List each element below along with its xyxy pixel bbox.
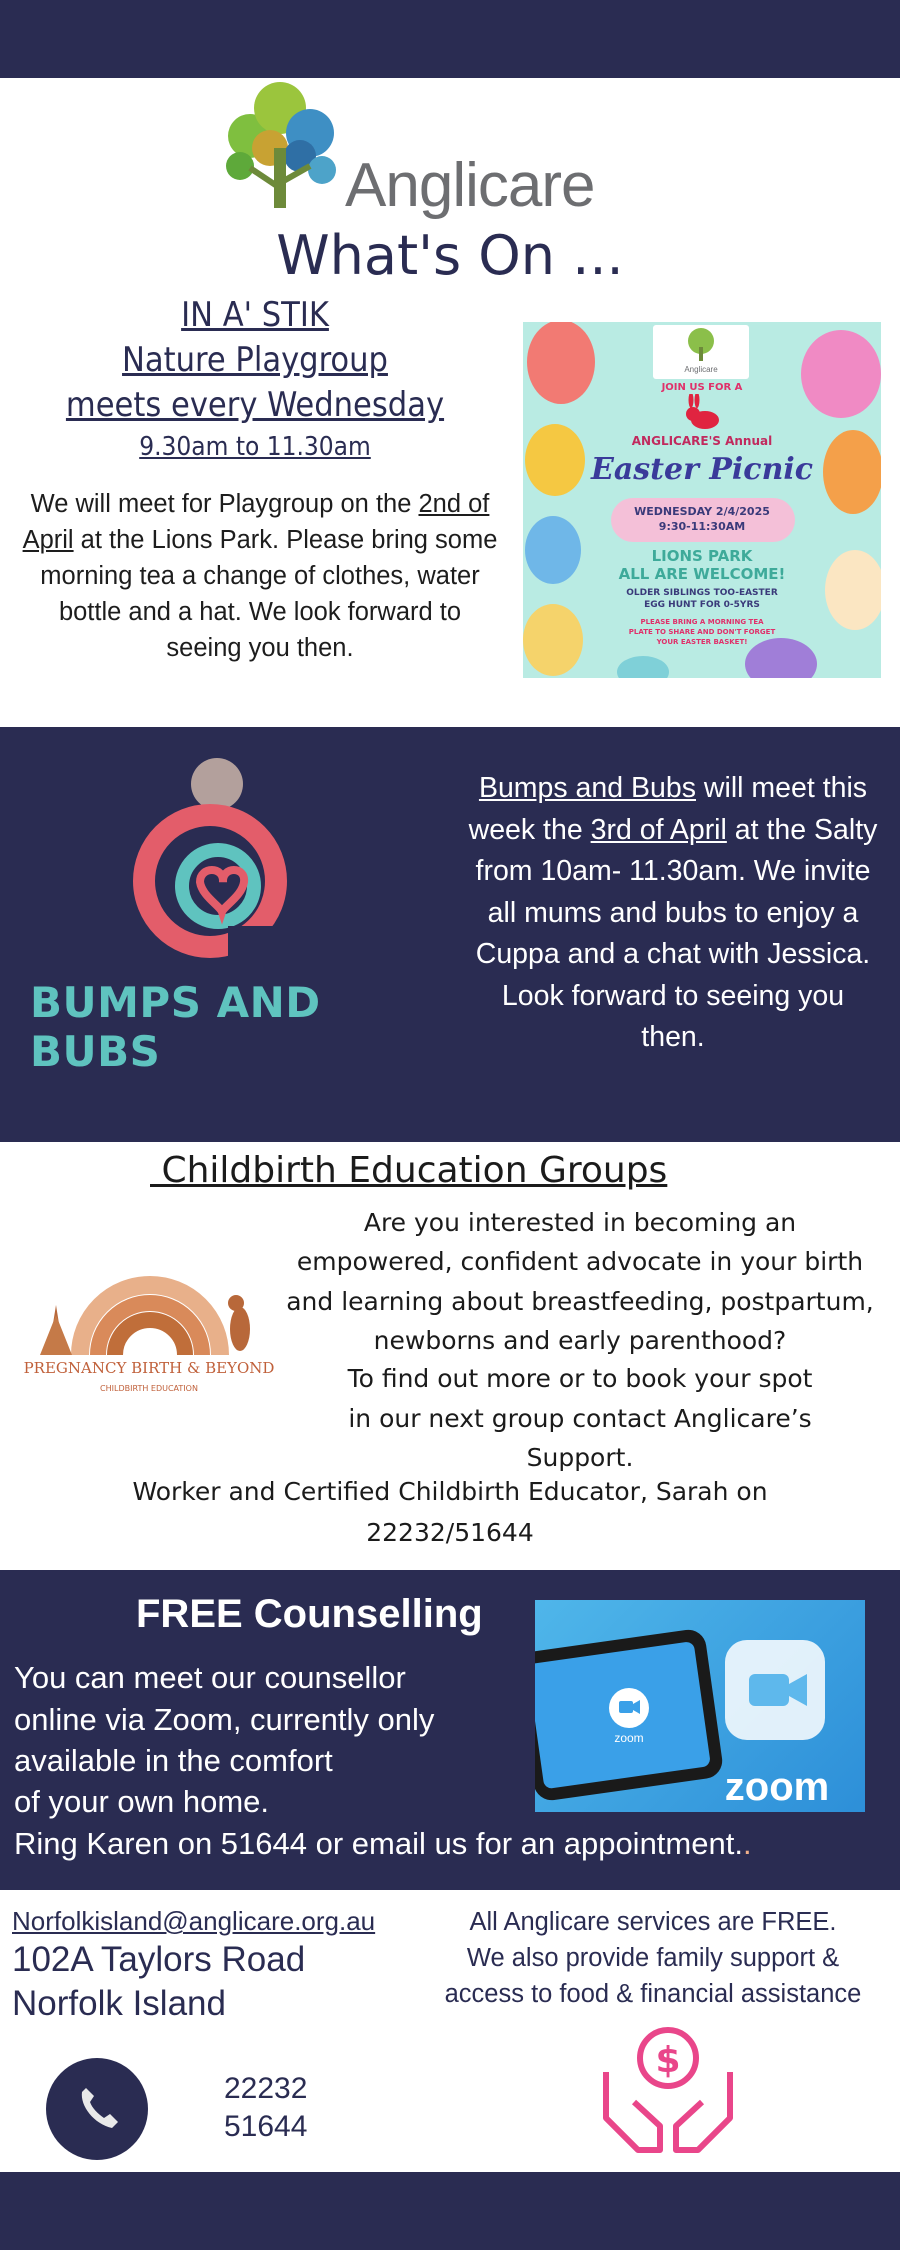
bumps-link: Bumps and Bubs: [478, 772, 696, 804]
free-services-line-2: We also provide family support &: [466, 1944, 840, 1972]
playgroup-date: 2nd of April: [22, 490, 490, 554]
poster-date: WEDNESDAY 2/4/2025: [634, 505, 770, 518]
top-banner: [0, 0, 900, 78]
childbirth-line-5: To find out more or to book your spot: [347, 1364, 813, 1393]
anglicare-tree-logo: [210, 78, 350, 214]
zoom-big-label: zoom: [724, 1765, 830, 1809]
bumps-and-bubs-logo: [128, 756, 298, 976]
counselling-line-3: available in the comfort: [14, 1743, 333, 1778]
poster-event: Easter Picnic: [590, 452, 814, 487]
childbirth-phone: 22232/51644: [366, 1518, 534, 1547]
svg-text:$: $: [655, 2040, 681, 2081]
childbirth-line-3: and learning about breastfeeding, postpartum,: [286, 1287, 874, 1316]
free-services-line-1: All Anglicare services are FREE.: [469, 1908, 837, 1936]
playgroup-time: 9.30am to 11.30am: [139, 432, 371, 462]
zoom-phone-image: [535, 1600, 865, 1812]
counselling-line-5-tail: .: [742, 1826, 752, 1861]
poster-siblings-1: OLDER SIBLINGS TOO-EASTER: [626, 588, 778, 598]
counselling-title: FREE Counselling: [136, 1592, 483, 1636]
phone-number-1: 22232: [224, 2072, 308, 2105]
poster-join: JOIN US FOR A: [661, 382, 743, 393]
childbirth-title: Childbirth Education Groups: [150, 1150, 668, 1191]
playgroup-body-pre: We will meet for Playgroup on the: [30, 490, 419, 518]
counselling-line-1: You can meet our counsellor: [14, 1660, 406, 1695]
playgroup-title-2: Nature Playgroup: [122, 340, 388, 380]
poster-bring-1: PLEASE BRING A MORNING TEA: [640, 618, 764, 626]
zoom-small-label: zoom: [614, 1731, 644, 1745]
playgroup-title-1: IN A' STIK: [181, 295, 329, 335]
counselling-line-5: [14, 1826, 752, 1862]
easter-picnic-poster: [523, 322, 881, 678]
pregnancy-birth-beyond-logo: [18, 1245, 280, 1415]
poster-logo: [653, 325, 749, 379]
childbirth-line-4: newborns and early parenthood?: [373, 1326, 787, 1355]
counselling-line-2: online via Zoom, currently only: [14, 1702, 435, 1737]
financial-assistance-hands-icon: [598, 2022, 738, 2160]
poster-bring-2: PLATE TO SHARE AND DON'T FORGET: [628, 628, 776, 636]
childbirth-line-6: in our next group contact Anglicare’s: [348, 1404, 812, 1433]
brand-name: Anglicare: [345, 151, 595, 220]
phone-icon: [46, 2058, 148, 2160]
counselling-line-5-text: Ring Karen on 51644 or email us for an appointment.: [14, 1826, 743, 1861]
poster-siblings-2: EGG HUNT FOR 0-5YRS: [644, 600, 760, 610]
bumps-description: [468, 768, 878, 1059]
cb-logo-line1: PREGNANCY BIRTH & BEYOND: [23, 1359, 275, 1377]
page-title: What's On ...: [276, 224, 624, 287]
poster-logo-text: Anglicare: [684, 365, 718, 374]
phone-number-2: 51644: [224, 2110, 308, 2143]
free-services-line-3: access to food & financial assistance: [444, 1980, 862, 2008]
poster-time: 9:30-11:30AM: [658, 520, 746, 533]
playgroup-title-3: meets every Wednesday: [65, 385, 445, 425]
address-line-1: 102A Taylors Road: [12, 1940, 306, 1979]
poster-bring-3: YOUR EASTER BASKET!: [656, 638, 748, 646]
bottom-banner: [0, 2172, 900, 2250]
poster-welcome: ALL ARE WELCOME!: [618, 565, 786, 583]
playgroup-body-post: at the Lions Park. Please bring some morning tea a change of clothes, water bottle and a hat. We look forward to seeing you then.: [40, 526, 498, 662]
childbirth-line-8: Worker and Certified Childbirth Educator, Sarah on: [132, 1477, 768, 1506]
poster-annual: ANGLICARE'S Annual: [631, 434, 773, 448]
playgroup-description: [18, 486, 502, 666]
bumps-logo-word: BUMPS AND BUBS: [30, 978, 321, 1076]
childbirth-line-2: empowered, confident advocate in your birth: [296, 1247, 864, 1276]
email-link[interactable]: Norfolkisland@anglicare.org.au: [12, 1906, 376, 1936]
address-line-2: Norfolk Island: [12, 1984, 226, 2023]
bumps-text-2: at the Salty from 10am- 11.30am. We invite all mums and bubs to enjoy a Cuppa and a chat with Jessica. Look forward to seeing you then.: [475, 813, 878, 1053]
bunny-icon: [683, 394, 723, 430]
bumps-text-1: will meet this week the: [468, 772, 868, 846]
poster-venue: LIONS PARK: [651, 547, 753, 565]
cb-logo-line2: CHILDBIRTH EDUCATION: [100, 1384, 198, 1393]
childbirth-line-7: Support.: [526, 1443, 634, 1472]
counselling-line-4: of your own home.: [14, 1784, 270, 1819]
bumps-date: 3rd of April: [590, 813, 727, 846]
childbirth-line-1: Are you interested in becoming an: [363, 1208, 797, 1237]
